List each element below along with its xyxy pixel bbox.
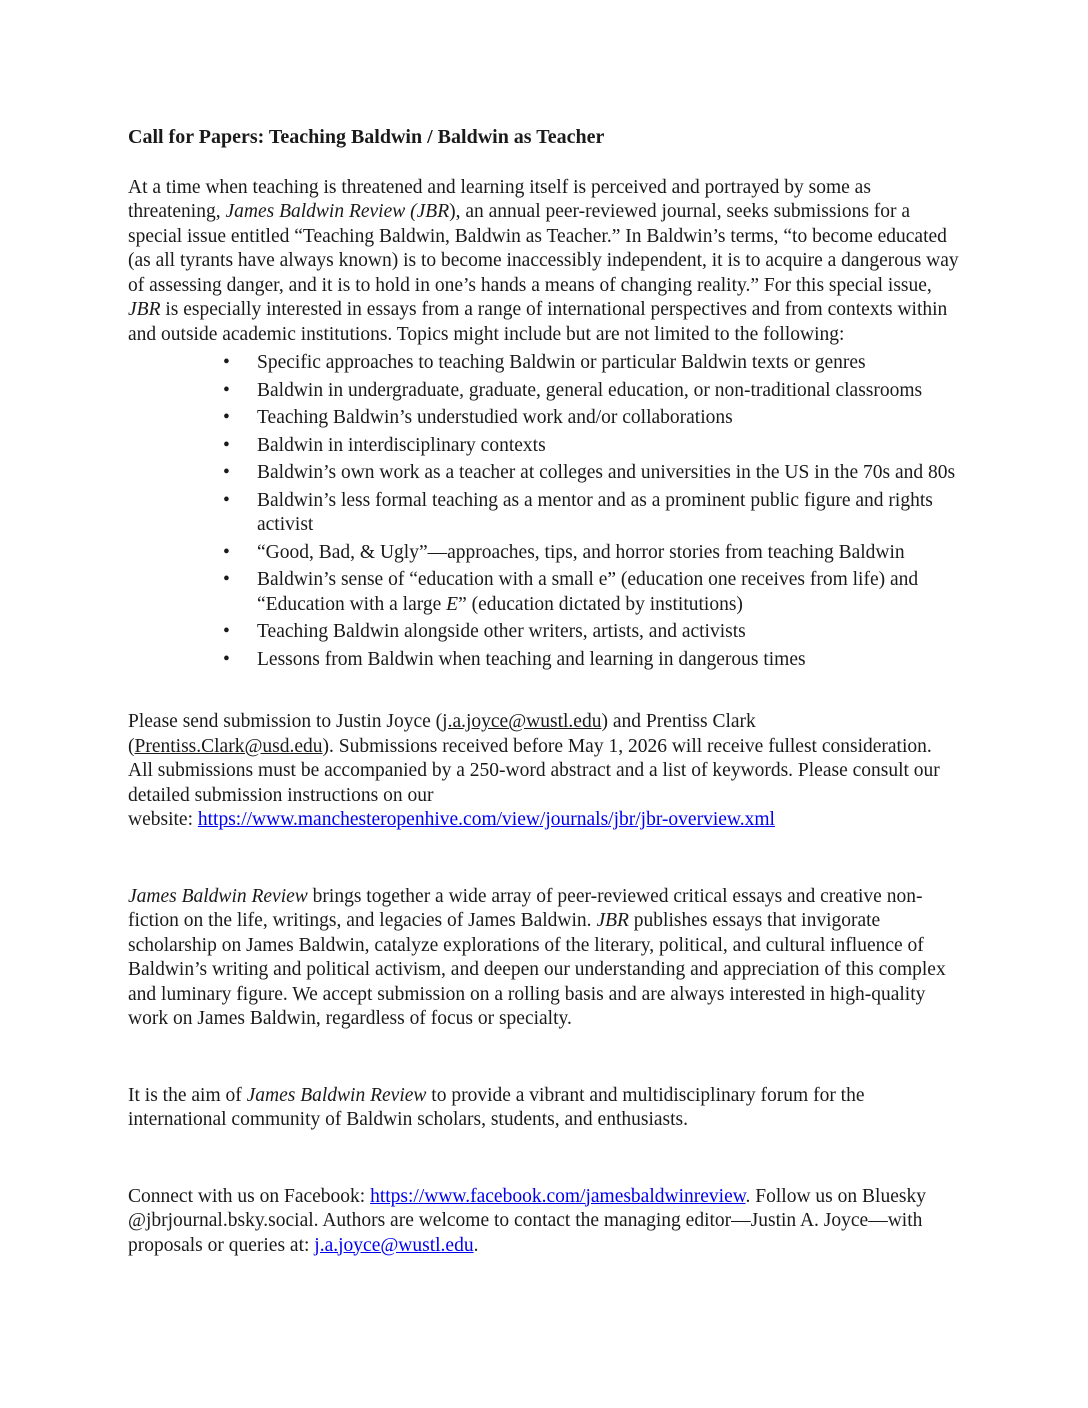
submission-text: ) and Prentiss Clark (: [128, 711, 756, 757]
bullet-icon: •: [223, 569, 230, 590]
aim-text: It is the aim of: [128, 1084, 247, 1106]
list-item-text: Baldwin’s own work as a teacher at colleges and universities in the US in the 70s and 80s: [257, 462, 956, 483]
list-item: [128, 568, 960, 617]
list-item: [128, 461, 960, 486]
list-item: [128, 648, 960, 673]
journal-name-italic: James Baldwin Review: [246, 1084, 427, 1106]
bullet-icon: •: [223, 541, 230, 563]
list-item-text: Teaching Baldwin alongside other writers, artists, and activists: [257, 621, 746, 642]
list-item: [128, 434, 960, 459]
facebook-link[interactable]: https://www.facebook.com/jamesbaldwinreview: [370, 1185, 746, 1207]
bullet-icon: •: [223, 648, 230, 670]
list-item: [128, 620, 960, 645]
bullet-icon: •: [223, 489, 230, 511]
list-item: [128, 406, 960, 431]
bullet-icon: •: [223, 379, 230, 401]
submission-text: Please send submission to Justin Joyce (: [128, 711, 443, 732]
journal-description-text: publishes essays that invigorate scholarship on James Baldwin, catalyze explorations of the literary, political, and cultural influence of Baldwin’s writing and political activism, and deepen our understanding and appreciation of this complex and luminary figure. We accept submission on a rolling basis and are always interested in high-quality work on James Baldwin, regardless of focus or specialty.: [128, 910, 946, 1029]
submission-paragraph: [128, 710, 960, 833]
aim-text: to provide a vibrant and multidisciplinary forum for the international community of Baldwin scholars, students, and enthusiasts.: [128, 1084, 865, 1130]
aim-paragraph: [128, 1084, 960, 1133]
list-item: [128, 541, 960, 566]
clark-email-link[interactable]: Prentiss.Clark@usd.edu: [134, 735, 323, 757]
bullet-icon: •: [223, 462, 230, 483]
list-item: [128, 489, 960, 538]
list-item: [128, 379, 960, 404]
intro-text: ), an annual peer-reviewed journal, seeks submissions for a special issue entitled “Teaching Baldwin, Baldwin as Teacher.” In Baldwin’s terms, “to become educated (as all tyrants have always known) is to become inaccessibly independent, it is to acquire a dangerous way of assessing danger, and it is to hold in one’s hands a means of changing reality.” For this special issue,: [128, 201, 959, 296]
journal-description-text: brings together a wide array of peer-reviewed critical essays and creative non-fiction on the life, writings, and legacies of James Baldwin.: [128, 885, 923, 931]
bullet-icon: •: [223, 434, 230, 456]
bullet-icon: •: [223, 621, 230, 642]
journal-description-paragraph: [128, 885, 960, 1032]
intro-text: At a time when teaching is threatened and learning itself is perceived and portrayed by some as threatening,: [128, 176, 871, 222]
list-item-text: Teaching Baldwin’s understudied work and/or collaborations: [257, 407, 733, 428]
topics-list: [128, 351, 960, 672]
submission-text: ). Submissions received before May 1, 2026 will receive fullest consideration. All submissions must be accompanied by a 250-word abstract and a list of keywords. Please consult our detailed submission instructions on our: [128, 735, 940, 806]
joyce-email-link-2[interactable]: j.a.joyce@wustl.edu: [314, 1234, 474, 1256]
list-item-text: Baldwin in interdisciplinary contexts: [257, 434, 546, 456]
list-item-text: [257, 569, 918, 615]
website-label: website:: [128, 809, 198, 830]
list-item-text: Baldwin’s sense of “education with a small e” (education one receives from life) and “Education with a large: [257, 569, 919, 615]
list-item-text: Baldwin in undergraduate, graduate, general education, or non-traditional classrooms: [257, 379, 923, 401]
list-item-text: Lessons from Baldwin when teaching and learning in dangerous times: [257, 648, 806, 670]
bullet-icon: •: [223, 407, 230, 428]
connect-paragraph: [128, 1185, 960, 1259]
journal-name-italic: James Baldwin Review: [128, 885, 308, 907]
list-item-text: Baldwin’s less formal teaching as a mentor and as a prominent public figure and rights activist: [257, 489, 933, 535]
connect-text: .: [473, 1234, 479, 1256]
list-item-text: ” (education dictated by institutions): [458, 593, 743, 615]
page-title: Call for Papers: Teaching Baldwin / Baldwin as Teacher: [128, 126, 605, 148]
italic-letter: E: [446, 593, 459, 615]
list-item: [128, 351, 960, 376]
list-item-text: “Good, Bad, & Ugly”—approaches, tips, and horror stories from teaching Baldwin: [257, 541, 905, 563]
jbr-overview-link[interactable]: https://www.manchesteropenhive.com/view/journals/jbr/jbr-overview.xml: [197, 809, 775, 830]
journal-abbr-italic: JBR: [596, 910, 629, 931]
journal-abbr-italic: JBR: [128, 299, 161, 320]
connect-text: . Follow us on Bluesky @jbrjournal.bsky.social. Authors are welcome to contact the managing editor—Justin A. Joyce—with proposals or queries at:: [128, 1185, 926, 1256]
joyce-email-link[interactable]: j.a.joyce@wustl.edu: [442, 711, 602, 732]
connect-text: Connect with us on Facebook:: [128, 1185, 371, 1207]
list-item-text: Specific approaches to teaching Baldwin or particular Baldwin texts or genres: [257, 352, 866, 373]
journal-name-italic: James Baldwin Review (JBR: [225, 201, 450, 222]
bullet-icon: •: [223, 352, 230, 373]
intro-text: is especially interested in essays from a range of international perspectives and from contexts within and outside academic institutions. Topics might include but are not limited to the following:: [128, 299, 948, 345]
intro-paragraph: [128, 176, 960, 348]
